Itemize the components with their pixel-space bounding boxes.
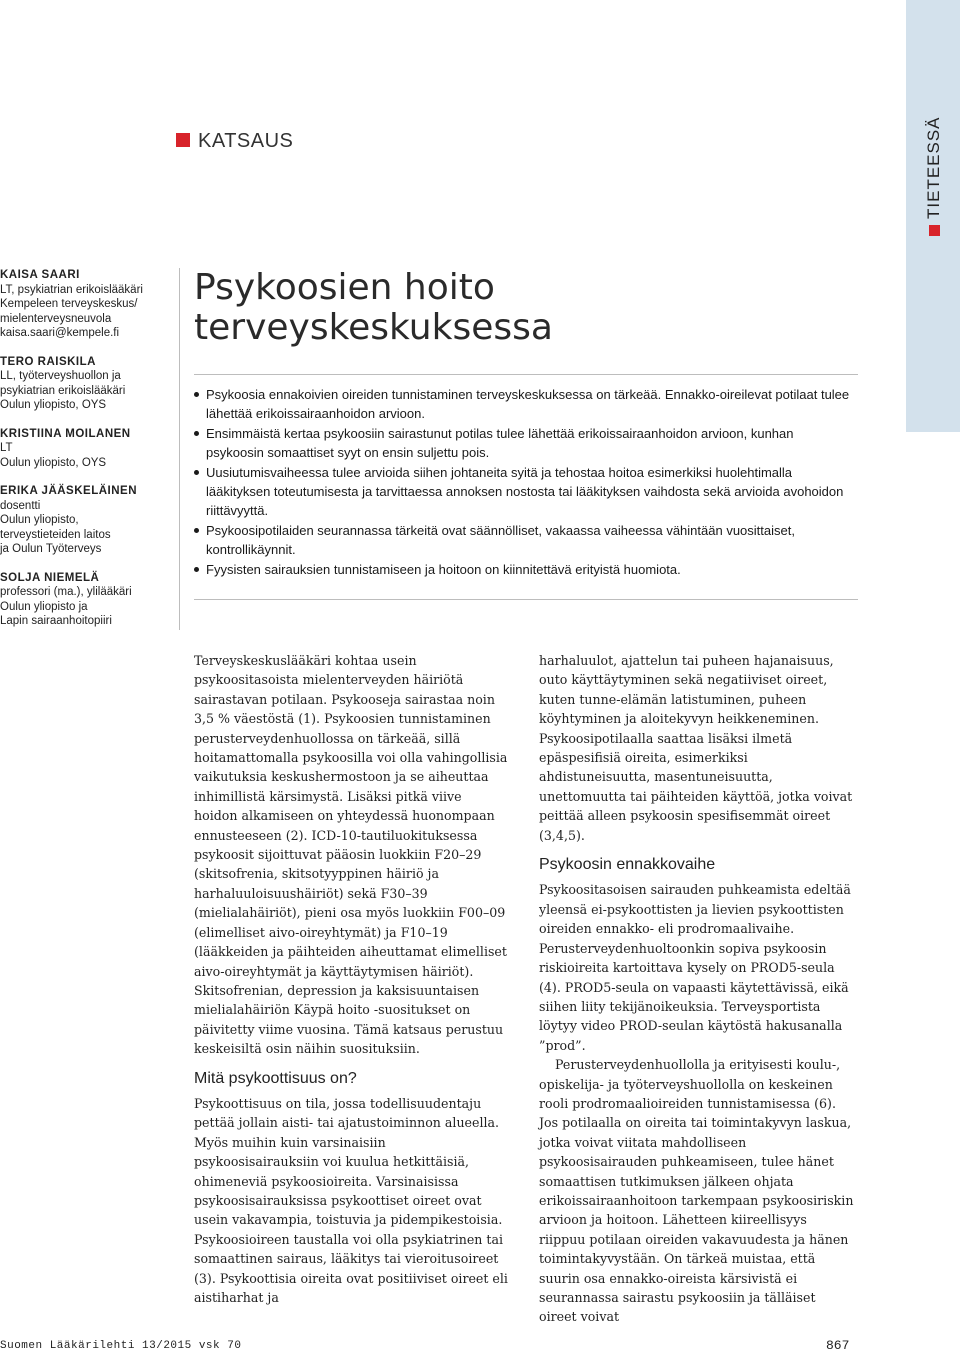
side-label-text: TIETEESSÄ bbox=[924, 116, 944, 236]
author bbox=[0, 571, 170, 629]
paragraph: Terveyskeskuslääkäri kohtaa usein psykoositasoista mielenterveyden häiriötä sairastavan potilaan. Psykooseja sairastaa noin 3,5 % väestöstä (1). Psykoosien tunnistaminen perusterveydenhuollossa on tärkeää, sillä hoitamattomalla psykoosilla voi olla vahingollisia vaikutuksia keskushermostoon ja se aiheuttaa inhimillistä kärsimystä. Lisäksi pitkä viive hoidon alkamiseen on yhteydessä huonompaan ennusteeseen (2). ICD-10-tautiluokituksessa psykoosit sijoittuvat pääosin luokkiin F20–29 (skitsofrenia, skitsotyyppinen häiriö ja harhaluuloisuushäiriöt) sekä F30–39 (mielialahäiriöt), pieni osa myös luokkiin F00–09 (elimelliset aivo-oireyhtymät) ja F10–19 (lääkkeiden ja päihteiden aiheuttamat elimelliset aivo-oireyhtymät ja käyttäytymisen häiriöt). Skitsofrenian, depression ja kaksisuuntaisen mielialahäiriön Käypä hoito -suositukset on päivitetty viime vuosina. Tämä katsaus perustuu keskeisiltä osin näihin suosituksiin. bbox=[194, 653, 508, 1057]
key-point: Ensimmäistä kertaa psykoosiin sairastunut potilas tulee lähettää erikoissairaanhoidon arvioon, kunhan psykoosin somaattiset syyt on ensin suljettu pois. bbox=[194, 424, 854, 463]
author-name: KAISA SAARI bbox=[0, 269, 80, 281]
body-column-1 bbox=[194, 651, 509, 1307]
paragraph: Psykoositasoisen sairauden puhkeamista edeltää yleensä ei-psykoottisten ja lievien psykoottisten oireiden ennakko- eli prodromaalivaihe. Perusterveydenhuoltoonkin sopiva psykoosin riskioireita kartoittava kysely on PROD5-seula (4). PROD5-seula on vapaasti käytettävissä, eikä siihen liity tekijänoikeuksia. Terveysportista löytyy video PROD-seulan käytöstä hakusanalla ”prod”. bbox=[539, 882, 851, 1053]
summary-bottom-rule bbox=[194, 599, 858, 600]
key-points-list bbox=[194, 385, 854, 579]
journal-footer: Suomen Lääkärilehti 13/2015 vsk 70 bbox=[0, 1340, 242, 1352]
subheading: Psykoosin ennakkovaihe bbox=[539, 856, 716, 874]
author-affiliation: LT Oulun yliopisto, OYS bbox=[0, 442, 107, 469]
author bbox=[0, 355, 170, 413]
author bbox=[0, 268, 170, 341]
author-divider bbox=[179, 268, 180, 630]
red-square-icon bbox=[176, 133, 190, 147]
author-list bbox=[0, 268, 170, 643]
author bbox=[0, 427, 170, 471]
key-point: Psykoosipotilaiden seurannassa tärkeitä ovat säännölliset, vakaassa vaiheessa vähintään vuosittaiset, kontrollikäynnit. bbox=[194, 521, 854, 560]
author-affiliation: dosentti Oulun yliopisto, terveystieteiden laitos ja Oulun Työterveys bbox=[0, 499, 111, 555]
paragraph: Perusterveydenhuollolla ja erityisesti koulu-, opiskelija- ja työterveyshuollolla on keskeinen rooli prodromaalioireiden tunnistamisessa (6). Jos potilaalla on oireita tai toimintakyvyn laskua, jotka voivat viitata mahdolliseen psykoosisairauden puhkeamiseen, tulee hänet somaattisen tutkimuksen jälkeen ohjata erikoissairaanhoitoon tarkempaan psykoosiriskin arvioon ja hoitoon. Lähetteen kiireellisyys riippuu potilaan oireiden vakavuudesta ja hänen toimintakyvystään. On tärkeä muistaa, että suurin osa ennakko-oireista kärsivistä ei seurannassa sairastu psykoosiin ja tälläiset oireet voivat bbox=[539, 1057, 854, 1325]
section-tag-text: KATSAUS bbox=[198, 130, 294, 152]
author-affiliation: professori (ma.), ylilääkäri Oulun yliopisto ja Lapin sairaanhoitopiiri bbox=[0, 586, 132, 627]
page-number: 867 bbox=[826, 1338, 850, 1353]
section-side-label bbox=[906, 0, 960, 432]
author-affiliation: LT, psykiatrian erikoislääkäri Kempeleen terveyskeskus/ mielenterveysneuvola kaisa.saari@kempele.fi bbox=[0, 283, 143, 339]
title-line: Psykoosien hoito bbox=[194, 267, 495, 308]
article-title bbox=[194, 268, 844, 348]
paragraph: harhaluulot, ajattelun tai puheen hajanaisuus, outo käyttäytyminen sekä negatiiviset oireet, kuten tunne-elämän latistuminen, puheen köyhtyminen ja aloitekyvyn heikkeneminen. Psykoosipotilaalla saattaa lisäksi ilmetä epäspesifisiä oireita, esimerkiksi ahdistuneisuutta, masentuneisuutta, unettomuutta tai päihteiden käyttöä, jotka voivat peittää alleen psykoosin spesifisemmät oireet (3,4,5). bbox=[539, 653, 853, 843]
summary-top-rule bbox=[194, 374, 858, 375]
subheading: Mitä psykoottisuus on? bbox=[194, 1069, 357, 1087]
paragraph: Psykoottisuus on tila, jossa todellisuudentaju pettää jollain aisti- tai ajatustoiminnon alueella. Myös muihin kuin varsinaisiin psykoosisairauksiin voi kuulua hetkittäisiä, ohimeneviä psykoosioireita. Varsinaisissa psykoosisairauksissa psykoottiset oireet ovat usein vakavampia, toistuvia ja pidempikestoisia. Psykoosioireen taustalla voi olla psykiatrinen tai somaattinen sairaus, lääkitys tai vieroitusoireet (3). Psykoottisia oireita ovat positiiviset oireet eli aistiharhat ja bbox=[194, 1095, 508, 1305]
title-line: terveyskeskuksessa bbox=[194, 307, 553, 348]
author bbox=[0, 484, 170, 557]
author-name: TERO RAISKILA bbox=[0, 355, 96, 368]
author-name: KRISTIINA MOILANEN bbox=[0, 427, 131, 440]
key-point: Psykoosia ennakoivien oireiden tunnistaminen terveyskeskuksessa on tärkeää. Ennakko-oireilevat potilaat tulee lähettää erikoissairaanhoidon arvioon. bbox=[194, 385, 854, 424]
key-point: Fyysisten sairauksien tunnistamiseen ja hoitoon on kiinnitettävä erityistä huomiota. bbox=[194, 560, 854, 579]
body-column-2 bbox=[539, 651, 854, 1327]
author-name: ERIKA JÄÄSKELÄINEN bbox=[0, 485, 138, 497]
author-affiliation: LL, työterveyshuollon ja psykiatrian erikoislääkäri Oulun yliopisto, OYS bbox=[0, 370, 126, 411]
key-point: Uusiutumisvaiheessa tulee arvioida siihen johtaneita syitä ja tehostaa hoitoa esimerkiksi huolehtimalla lääkityksen toteutumisesta ja tarvittaessa annoksen nostosta tai lääkityksen vaihdosta sekä arvioida avohoidon riittävyyttä. bbox=[194, 463, 854, 521]
section-tag bbox=[176, 130, 293, 153]
author-name: SOLJA NIEMELÄ bbox=[0, 571, 100, 584]
